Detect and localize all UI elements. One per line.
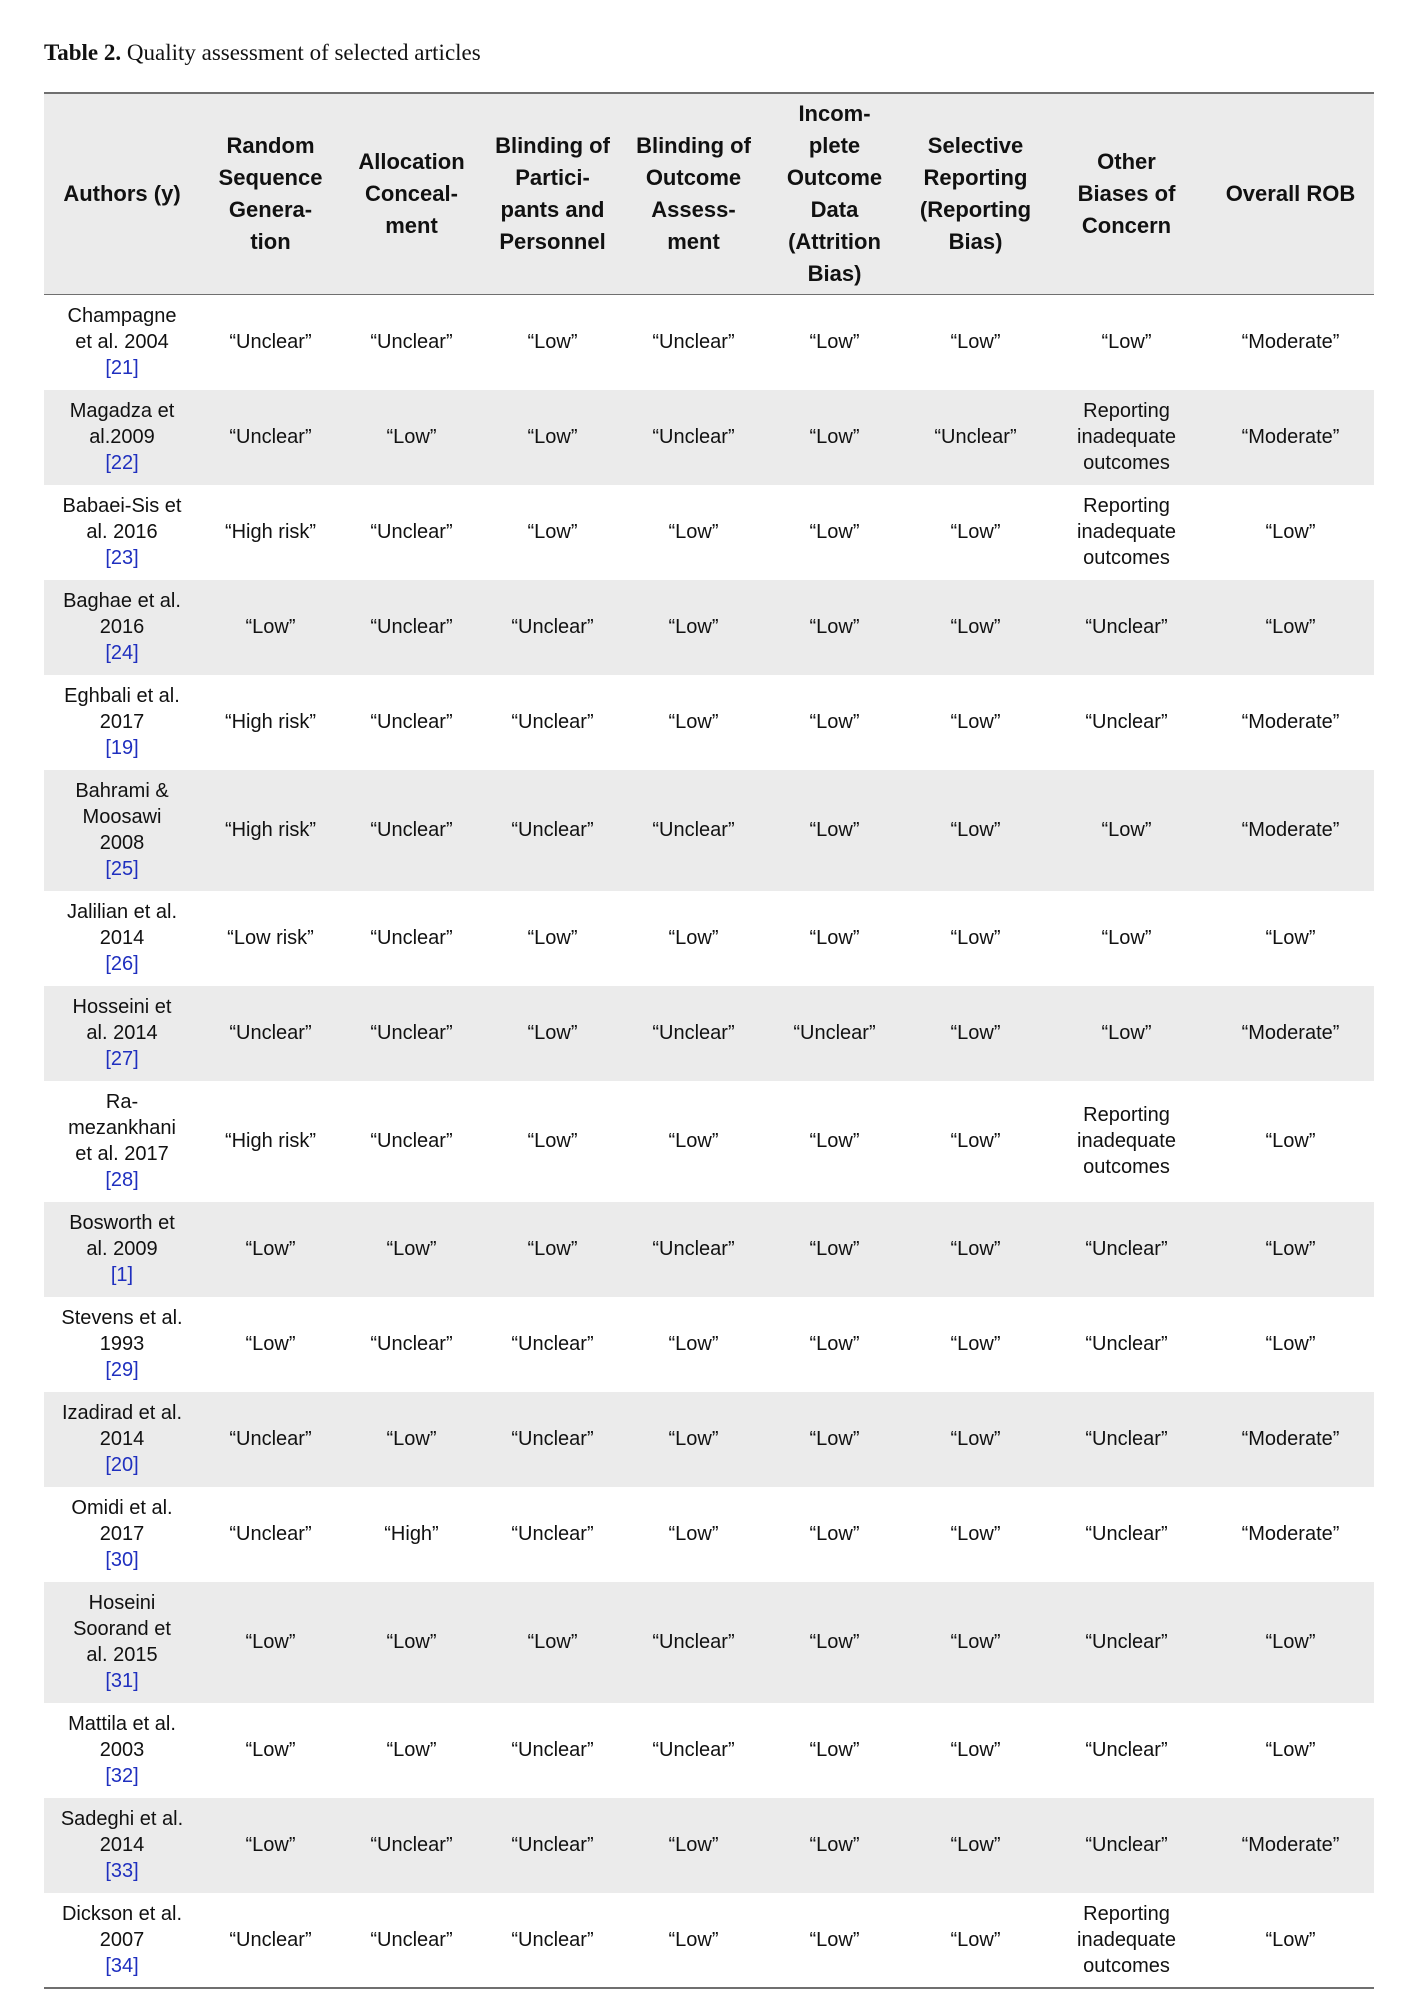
rating-cell: “Low” — [905, 986, 1046, 1081]
rating-cell: “Low” — [1265, 1333, 1316, 1355]
rating-cell: “Low” — [950, 927, 1001, 949]
author-name: Eghbali et al. 2017 — [64, 685, 180, 733]
rating-cell: “Low” — [1265, 1928, 1316, 1951]
rating-cell: “Moderate” — [1207, 1798, 1374, 1893]
reference-link[interactable]: [34] — [105, 1954, 139, 1977]
table-caption — [44, 38, 1374, 68]
rating-cell: “Moderate” — [1241, 331, 1340, 354]
author-cell — [44, 390, 200, 485]
header-selective-reporting: Selective Reporting (Reporting Bias) — [905, 93, 1046, 295]
rating-cell: “Low” — [809, 1928, 860, 1951]
rating-cell: “Low” — [482, 1202, 623, 1297]
table-row — [44, 1202, 1374, 1297]
rating-cell: “Low” — [1046, 770, 1207, 891]
author-name: Izadirad et al. 2014 — [61, 1402, 183, 1450]
rating-cell: “Low” — [809, 1523, 860, 1545]
rating-cell: “Low” — [1101, 331, 1152, 354]
table-row — [44, 675, 1374, 770]
rating-cell: “Low” — [764, 770, 905, 891]
rating-cell: “Low” — [668, 1523, 719, 1545]
rating-cell: “Unclear” — [341, 1798, 482, 1893]
rating-cell: “Low” — [950, 1130, 1001, 1152]
rating-cell: “Unclear” — [623, 1202, 764, 1297]
rating-cell: “Low” — [200, 1798, 341, 1893]
table-row — [44, 390, 1374, 485]
rating-cell: “Low” — [1207, 580, 1374, 675]
reference-link[interactable]: [1] — [110, 1264, 134, 1286]
rating-cell: “Unclear” — [370, 521, 453, 543]
rating-cell: “Unclear” — [482, 770, 623, 891]
rating-cell: “High risk” — [224, 1130, 317, 1152]
reference-link[interactable]: [21] — [105, 357, 139, 380]
header-authors: Authors (y) — [44, 93, 200, 295]
table-row — [44, 485, 1374, 580]
rating-cell: “Low” — [950, 1333, 1001, 1355]
rating-cell: “Unclear” — [1085, 1523, 1168, 1545]
author-name: Hoseini Soorand et al. 2015 — [73, 1592, 171, 1666]
rating-cell: “Low” — [482, 986, 623, 1081]
rating-cell: “Unclear” — [370, 1130, 453, 1152]
author-cell — [44, 295, 200, 390]
rating-cell: “High” — [384, 1523, 439, 1545]
rating-cell: “Low” — [1265, 1130, 1316, 1152]
rating-cell: “Low” — [341, 390, 482, 485]
rating-cell: “Unclear” — [1046, 580, 1207, 675]
rating-cell: “Low” — [809, 711, 860, 733]
table-row — [44, 1392, 1374, 1487]
rating-cell: “High risk” — [224, 521, 317, 543]
author-cell — [44, 580, 200, 675]
table-body — [44, 295, 1374, 1988]
rating-cell: “Unclear” — [623, 770, 764, 891]
table-row — [44, 1081, 1374, 1202]
rating-cell: “Low” — [623, 1392, 764, 1487]
table-row — [44, 1487, 1374, 1582]
rating-cell: “Moderate” — [1207, 986, 1374, 1081]
rating-cell: “Low” — [764, 1798, 905, 1893]
header-row — [44, 93, 1374, 295]
rating-cell: “Low” — [950, 711, 1001, 733]
rating-cell: “Unclear” — [482, 1392, 623, 1487]
quality-assessment-table — [44, 92, 1374, 1989]
rating-cell: “Moderate” — [1241, 711, 1340, 733]
reference-link[interactable]: [20] — [105, 1454, 139, 1476]
header-overall-rob: Overall ROB — [1207, 93, 1374, 295]
rating-cell: “Moderate” — [1241, 1523, 1340, 1545]
rating-cell: “Low” — [950, 521, 1001, 543]
rating-cell: “Low” — [668, 521, 719, 543]
rating-cell: “Unclear” — [341, 986, 482, 1081]
rating-cell: “Unclear” — [511, 1928, 594, 1951]
rating-cell: “Low” — [950, 1928, 1001, 1951]
rating-cell: “Unclear” — [482, 580, 623, 675]
rating-cell: Reporting inadequate outcomes — [1077, 1902, 1176, 1977]
author-cell — [44, 891, 200, 986]
table-row — [44, 1893, 1374, 1988]
rating-cell: “Low” — [764, 390, 905, 485]
reference-link[interactable]: [28] — [105, 1169, 139, 1191]
author-cell — [44, 1582, 200, 1703]
rating-cell: “Unclear” — [652, 331, 735, 354]
rating-cell: “Unclear” — [200, 986, 341, 1081]
rating-cell: “Low” — [200, 580, 341, 675]
author-name: Hosseini et al. 2014 — [72, 996, 172, 1044]
author-name: Mattila et al. 2003 — [68, 1713, 176, 1761]
header-other-biases: Other Biases of Concern — [1046, 93, 1207, 295]
rating-cell: “Low” — [527, 927, 578, 949]
rating-cell: “Low” — [1265, 927, 1316, 949]
author-name: Jalilian et al. 2014 — [66, 901, 178, 949]
table-row — [44, 1297, 1374, 1392]
rating-cell: Reporting inadequate outcomes — [1046, 390, 1207, 485]
author-cell — [44, 1202, 200, 1297]
rating-cell: “Low” — [809, 1333, 860, 1355]
author-name: Sadeghi et al. 2014 — [60, 1808, 184, 1856]
rating-cell: “Low” — [623, 1798, 764, 1893]
header-blinding-participants: Blinding of Partici- pants and Personnel — [482, 93, 623, 295]
rating-cell: “Low” — [905, 1798, 1046, 1893]
rating-cell: “Low” — [245, 1333, 296, 1355]
rating-cell: “Unclear” — [511, 1739, 594, 1761]
author-name: Baghae et al. 2016 — [63, 590, 181, 638]
rating-cell: “Unclear” — [482, 1798, 623, 1893]
rating-cell: “Low” — [668, 1130, 719, 1152]
rating-cell: “Unclear” — [623, 1582, 764, 1703]
rating-cell: “Unclear” — [652, 1739, 735, 1761]
rating-cell: “Low” — [341, 1202, 482, 1297]
author-name: Magadza et al.2009 — [69, 400, 175, 448]
caption-text: Quality assessment of selected articles — [126, 40, 481, 65]
rating-cell: “Unclear” — [511, 1333, 594, 1355]
rating-cell: “Low” — [623, 580, 764, 675]
reference-link[interactable]: [26] — [105, 953, 139, 975]
reference-link[interactable]: [32] — [105, 1765, 139, 1787]
author-cell — [44, 1893, 200, 1988]
reference-link[interactable]: [19] — [105, 737, 139, 759]
rating-cell: “High risk” — [224, 711, 317, 733]
rating-cell: “Low” — [341, 1582, 482, 1703]
header-blinding-outcome: Blinding of Outcome Assess- ment — [623, 93, 764, 295]
header-random-sequence: Random Sequence Genera- tion — [200, 93, 341, 295]
table-row — [44, 295, 1374, 390]
reference-link[interactable]: [25] — [105, 858, 139, 880]
author-cell — [44, 1081, 200, 1202]
table-row — [44, 891, 1374, 986]
author-name: Bahrami & Moosawi 2008 — [75, 780, 169, 854]
author-name: Stevens et al. 1993 — [61, 1307, 183, 1355]
rating-cell: “Low” — [200, 1202, 341, 1297]
rating-cell: “Unclear” — [905, 390, 1046, 485]
rating-cell: “Low” — [809, 1130, 860, 1152]
page — [44, 38, 1374, 1989]
table-row — [44, 770, 1374, 891]
rating-cell: “Unclear” — [1085, 711, 1168, 733]
rating-cell: “Unclear” — [1085, 1739, 1168, 1761]
author-cell — [44, 1798, 200, 1893]
rating-cell: “Low” — [905, 1392, 1046, 1487]
rating-cell: “Low” — [200, 1582, 341, 1703]
rating-cell: “Unclear” — [341, 580, 482, 675]
rating-cell: “Low risk” — [227, 927, 314, 949]
rating-cell: “Unclear” — [1046, 1202, 1207, 1297]
rating-cell: “Unclear” — [370, 927, 453, 949]
author-cell — [44, 675, 200, 770]
rating-cell: “Unclear” — [764, 986, 905, 1081]
rating-cell: “Low” — [527, 1130, 578, 1152]
rating-cell: “Unclear” — [229, 331, 312, 354]
rating-cell: “Moderate” — [1207, 390, 1374, 485]
rating-cell: “High risk” — [200, 770, 341, 891]
rating-cell: “Unclear” — [1046, 1798, 1207, 1893]
reference-link[interactable]: [27] — [105, 1048, 139, 1070]
reference-link[interactable]: [33] — [105, 1860, 139, 1882]
reference-link[interactable]: [24] — [105, 642, 139, 664]
rating-cell: “Unclear” — [1046, 1582, 1207, 1703]
rating-cell: “Low” — [905, 770, 1046, 891]
rating-cell: “Low” — [809, 331, 860, 354]
table-row — [44, 1703, 1374, 1798]
rating-cell: “Unclear” — [511, 711, 594, 733]
author-name: Bosworth et al. 2009 — [69, 1212, 175, 1260]
rating-cell: Reporting inadequate outcomes — [1077, 495, 1176, 569]
rating-cell: “Unclear” — [511, 1523, 594, 1545]
rating-cell: “Unclear” — [200, 390, 341, 485]
rating-cell: “Low” — [1265, 1739, 1316, 1761]
rating-cell: Reporting inadequate outcomes — [1077, 1104, 1176, 1178]
rating-cell: “Low” — [764, 1392, 905, 1487]
author-name: Dickson et al. 2007 — [61, 1902, 183, 1951]
reference-link[interactable]: [30] — [105, 1549, 139, 1571]
caption-label: Table 2. — [44, 40, 122, 65]
rating-cell: “Low” — [482, 390, 623, 485]
header-incomplete-data: Incom- plete Outcome Data (Attrition Bias) — [764, 93, 905, 295]
rating-cell: “Unclear” — [370, 331, 453, 354]
rating-cell: “Low” — [527, 521, 578, 543]
table-header — [44, 93, 1374, 295]
rating-cell: “Low” — [1207, 1582, 1374, 1703]
author-cell — [44, 1392, 200, 1487]
rating-cell: “Low” — [527, 331, 578, 354]
rating-cell: “Low” — [905, 1582, 1046, 1703]
rating-cell: “Low” — [950, 1523, 1001, 1545]
rating-cell: “Low” — [668, 711, 719, 733]
rating-cell: “Low” — [950, 1739, 1001, 1761]
rating-cell: “Low” — [1101, 927, 1152, 949]
table-row — [44, 580, 1374, 675]
rating-cell: “Low” — [809, 927, 860, 949]
rating-cell: “Moderate” — [1207, 1392, 1374, 1487]
table-row — [44, 1798, 1374, 1893]
rating-cell: “Low” — [1265, 521, 1316, 543]
rating-cell: “Low” — [764, 580, 905, 675]
table-row — [44, 1582, 1374, 1703]
rating-cell: “Unclear” — [623, 390, 764, 485]
author-name: Champagne et al. 2004 — [67, 305, 177, 354]
author-name: Omidi et al. 2017 — [71, 1497, 173, 1545]
rating-cell: “Low” — [1046, 986, 1207, 1081]
rating-cell: “Low” — [668, 1928, 719, 1951]
rating-cell: “Low” — [764, 1582, 905, 1703]
author-cell — [44, 1703, 200, 1798]
rating-cell: “Low” — [905, 1202, 1046, 1297]
rating-cell: “Moderate” — [1207, 770, 1374, 891]
rating-cell: “Low” — [245, 1739, 296, 1761]
author-name: Ra- mezankhani et al. 2017 — [68, 1091, 176, 1165]
author-name: Babaei-Sis et al. 2016 — [62, 495, 182, 543]
rating-cell: “Unclear” — [1085, 1333, 1168, 1355]
table-row — [44, 986, 1374, 1081]
author-cell — [44, 986, 200, 1081]
rating-cell: “Unclear” — [370, 1333, 453, 1355]
header-allocation: Allocation Conceal- ment — [341, 93, 482, 295]
rating-cell: “Low” — [764, 1202, 905, 1297]
rating-cell: “Unclear” — [1046, 1392, 1207, 1487]
rating-cell: “Low” — [905, 580, 1046, 675]
reference-link[interactable]: [22] — [105, 452, 139, 474]
rating-cell: “Low” — [341, 1392, 482, 1487]
rating-cell: “Low” — [482, 1582, 623, 1703]
rating-cell: “Unclear” — [200, 1392, 341, 1487]
rating-cell: “Low” — [668, 1333, 719, 1355]
rating-cell: “Low” — [1207, 1202, 1374, 1297]
author-cell — [44, 1297, 200, 1392]
author-cell — [44, 485, 200, 580]
reference-link[interactable]: [29] — [105, 1359, 139, 1381]
rating-cell: “Low” — [809, 521, 860, 543]
reference-link[interactable]: [23] — [105, 547, 139, 569]
rating-cell: “Low” — [809, 1739, 860, 1761]
rating-cell: “Low” — [386, 1739, 437, 1761]
rating-cell: “Unclear” — [370, 711, 453, 733]
rating-cell: “Unclear” — [341, 770, 482, 891]
author-cell — [44, 770, 200, 891]
author-cell — [44, 1487, 200, 1582]
rating-cell: “Unclear” — [229, 1523, 312, 1545]
rating-cell: “Unclear” — [229, 1928, 312, 1951]
rating-cell: “Unclear” — [623, 986, 764, 1081]
rating-cell: “Low” — [668, 927, 719, 949]
reference-link[interactable]: [31] — [105, 1670, 139, 1692]
rating-cell: “Unclear” — [370, 1928, 453, 1951]
rating-cell: “Low” — [950, 331, 1001, 354]
